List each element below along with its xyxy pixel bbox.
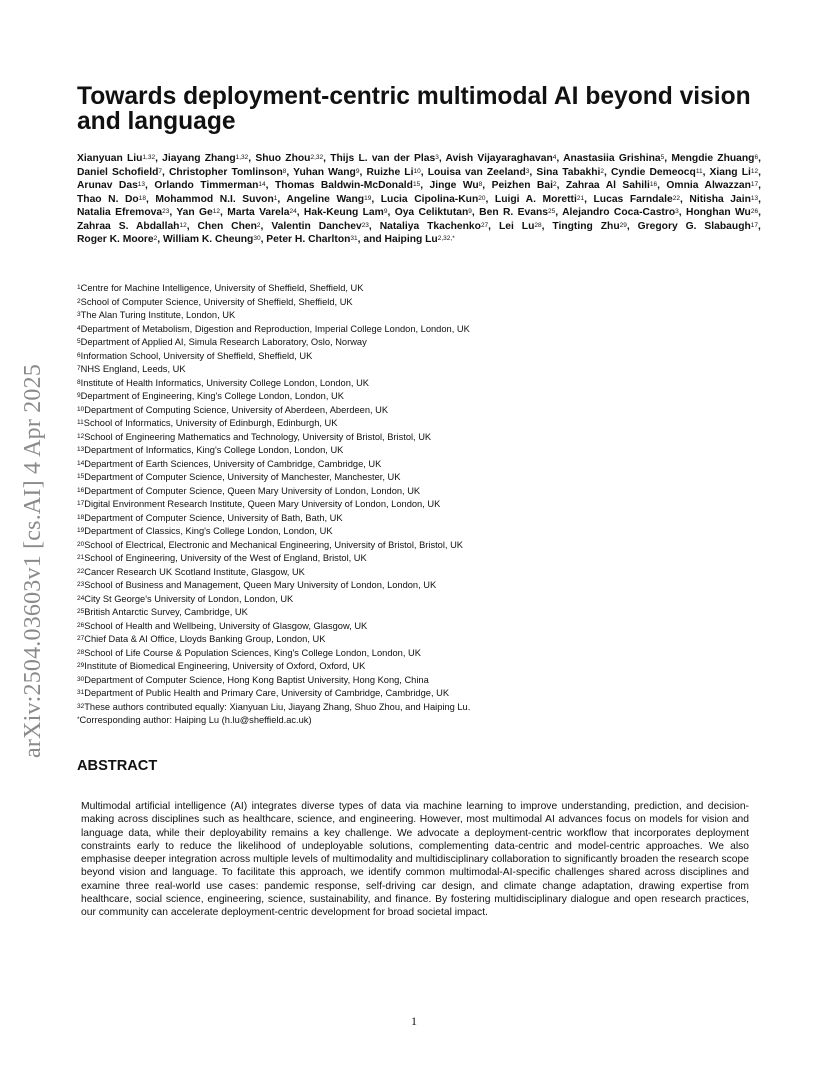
author-name — [163, 234, 261, 245]
author-name — [446, 153, 557, 164]
affiliation-item — [77, 674, 597, 688]
author-affiliation-marker: 1,32 — [142, 154, 156, 161]
author-affiliation-marker: 2 — [600, 167, 605, 175]
affiliation-text: Corresponding author: Haiping Lu (h.lu@sheffield.ac.uk) — [79, 715, 312, 725]
author-affiliation-marker: 1,32 — [235, 154, 249, 161]
author-affiliation-marker: 17 — [750, 181, 759, 188]
affiliation-text: Department of Earth Sciences, University of Cambridge, Cambridge, UK — [84, 458, 382, 469]
affiliation-text: Department of Computer Science, Queen Mary University of London, London, UK — [84, 485, 421, 496]
affiliation-marker: 29 — [77, 662, 85, 669]
author-affiliation-marker: 17 — [750, 221, 759, 229]
author-affiliation-marker: 28 — [534, 221, 542, 229]
author-name — [198, 221, 261, 232]
author-name — [499, 221, 542, 232]
abstract-body: Multimodal artificial intelligence (AI) integrates diverse types of data via machine learning to improve understanding, prediction, and decision-making across disciplines such as healthcare, science, and engineering. However, most multimodal AI advances focus on models for vision and language data, while their deployability remains a key challenge. We advocate a deployment-centric workflow that incorporates deployment constraints early to reduce the likelihood of undeployable solutions, complementing data-centric and model-centric approaches. We also emphasise deeper integration across multiple levels of multimodality and multidisciplinary collaboration to significantly broaden the research scope beyond vision and language. To facilitate this approach, we identify common multimodal-AI-specific challenges shared across disciplines and examine three real-world use cases: pandemic response, self-driving car design, and climate change adaptation, drawing expertise from healthcare, social science, engineering, science, sustainability, and finance. By fostering multidisciplinary dialogue and open research practices, our community can accelerate deployment-centric development for broad societal impact. — [81, 801, 749, 919]
affiliation-marker: 28 — [77, 648, 85, 656]
author-name-text: Louisa van Zeeland — [427, 166, 526, 178]
author-name-text: Ruizhe Li — [366, 166, 414, 178]
author-name-text: Jiayang Zhang — [162, 153, 236, 164]
author-affiliation-marker: 2,32 — [310, 154, 324, 161]
author-name-text: Angeline Wang — [286, 193, 365, 205]
affiliation-marker: 15 — [77, 473, 85, 480]
affiliation-item — [77, 539, 597, 553]
author-name-text: Yan Ge — [176, 207, 213, 218]
author-name-text: Cyndie Demeocq — [611, 166, 696, 178]
affiliation-item — [77, 633, 597, 647]
author-affiliation-marker: 3 — [675, 208, 679, 215]
author-name-text: Mengdie Zhuang — [671, 153, 755, 164]
author-affiliation-marker: 13 — [750, 194, 759, 202]
affiliation-item — [77, 363, 597, 377]
affiliation-text: School of Engineering Mathematics and Technology, University of Bristol, Bristol, UK — [84, 431, 432, 442]
author-name — [594, 194, 680, 205]
affiliation-item — [77, 417, 597, 431]
author-affiliation-marker: 2 — [552, 181, 557, 188]
author-name-text: Alejandro Coca-Castro — [562, 207, 676, 218]
affiliation-text: School of Engineering, University of the West of England, Bristol, UK — [84, 553, 367, 563]
author-name — [366, 167, 420, 178]
author-affiliation-marker: 2,32,* — [437, 235, 455, 242]
author-name — [293, 167, 359, 178]
author-name-text: Nitisha Jain — [689, 193, 751, 205]
author-affiliation-marker: 12 — [212, 208, 221, 215]
author-affiliation-marker: 15 — [412, 181, 421, 188]
author-name-text: Orlando Timmerman — [154, 180, 259, 191]
affiliation-marker: 23 — [77, 581, 85, 588]
author-name-text: Sina Tabakhi — [536, 166, 601, 178]
author-name — [286, 194, 371, 205]
author-affiliation-marker: 11 — [695, 167, 703, 175]
author-name — [428, 167, 530, 178]
affiliation-text: Department of Computer Science, University of Manchester, Manchester, UK — [84, 472, 401, 482]
author-affiliation-marker: 27 — [480, 221, 489, 229]
author-name — [77, 207, 169, 218]
author-affiliation-marker: 3 — [525, 167, 530, 175]
author-affiliation-marker: 31 — [350, 235, 358, 242]
affiliation-marker: * — [77, 716, 80, 723]
author-name — [227, 207, 296, 218]
author-name-text: Valentin Danchev — [271, 220, 362, 232]
author-affiliation-marker: 29 — [619, 221, 627, 229]
author-affiliation-marker: 21 — [576, 194, 585, 202]
author-name-text: Thomas Baldwin-McDonald — [274, 180, 413, 191]
affiliation-text: School of Electrical, Electronic and Mechanical Engineering, University of Bristol, Bristol, UK — [84, 539, 463, 550]
author-name-text: Luigi A. Moretti — [494, 193, 577, 205]
affiliation-item — [77, 377, 597, 391]
author-name-text: Lucia Cipolina-Kun — [380, 193, 479, 205]
affiliation-item — [77, 431, 597, 445]
author-name — [77, 153, 155, 164]
author-affiliation-marker: 24 — [289, 208, 297, 215]
author-affiliation-marker: 14 — [258, 181, 266, 188]
author-affiliation-marker: 23 — [361, 221, 369, 229]
author-name — [638, 221, 758, 232]
affiliation-marker: 31 — [77, 689, 85, 696]
affiliation-item — [77, 525, 597, 539]
author-name-text: Yuhan Wang — [293, 166, 356, 178]
affiliation-marker: 26 — [77, 621, 85, 629]
author-affiliation-marker: 10 — [413, 167, 421, 175]
author-name-text: Arunav Das — [77, 180, 138, 191]
affiliation-marker: 7 — [77, 365, 81, 372]
author-affiliation-marker: 7 — [158, 167, 162, 175]
affiliation-item — [77, 620, 597, 634]
author-name — [275, 180, 420, 191]
affiliation-item — [77, 593, 597, 607]
author-affiliation-marker: 8 — [478, 181, 483, 188]
affiliation-text: NHS England, Leeds, UK — [80, 364, 186, 374]
affiliation-text: Department of Informatics, King's College London, London, UK — [84, 445, 344, 455]
author-name-text: Christopher Tomlinson — [168, 166, 283, 178]
affiliation-marker: 24 — [77, 594, 85, 602]
affiliation-marker: 27 — [77, 635, 85, 642]
affiliation-text: School of Informatics, University of Edinburgh, Edinburgh, UK — [83, 418, 338, 428]
affiliation-item — [77, 566, 597, 580]
affiliation-marker: 30 — [77, 675, 85, 683]
arxiv-identifier[interactable]: arXiv:2504.03603v1 [cs.AI] 4 Apr 2025 — [20, 363, 46, 758]
author-name — [566, 180, 657, 191]
author-affiliation-marker: 4 — [552, 154, 557, 161]
author-name — [154, 180, 265, 191]
affiliation-marker: 2 — [77, 297, 81, 305]
author-name-text: Tingting Zhu — [552, 220, 620, 232]
affiliation-text: School of Computer Science, University of Sheffield, Sheffield, UK — [80, 296, 353, 307]
author-name-text: Zahraa Al Sahili — [565, 180, 650, 191]
author-affiliation-marker: 16 — [649, 181, 658, 188]
affiliation-item — [77, 701, 597, 715]
affiliation-item — [77, 390, 597, 404]
affiliation-text: School of Life Course & Population Sciences, King's College London, London, UK — [84, 647, 421, 658]
author-affiliation-marker: 8 — [282, 167, 287, 175]
author-name-text: Lucas Farndale — [593, 193, 673, 205]
author-name — [495, 194, 584, 205]
author-name — [385, 234, 455, 245]
author-name-text: Jinge Wu — [429, 180, 479, 191]
affiliation-item — [77, 471, 597, 485]
author-name — [492, 180, 557, 191]
author-affiliation-marker: 1 — [273, 194, 278, 202]
author-affiliation-marker: 23 — [162, 208, 170, 215]
affiliation-item — [77, 512, 597, 526]
affiliation-item — [77, 458, 597, 472]
affiliation-text: Department of Classics, King's College London, London, UK — [84, 526, 333, 536]
author-name-text: Avish Vijayaraghavan — [445, 153, 553, 164]
affiliation-marker: 12 — [77, 432, 85, 440]
affiliation-marker: 10 — [77, 405, 85, 413]
affiliation-item — [77, 647, 597, 661]
affiliation-marker: 17 — [77, 500, 85, 507]
author-name — [671, 153, 758, 164]
author-affiliation-marker: 12 — [750, 167, 759, 175]
page-number: 1 — [411, 1014, 417, 1028]
author-affiliation-marker: 2 — [153, 235, 158, 242]
author-name-text: Mohammod N.I. Suvon — [155, 193, 274, 205]
affiliation-item — [77, 606, 597, 620]
author-affiliation-marker: 12 — [179, 221, 187, 229]
affiliation-text: Department of Computer Science, Hong Kong Baptist University, Hong Kong, China — [84, 674, 429, 685]
affiliation-item — [77, 498, 597, 512]
affiliation-marker: 19 — [77, 527, 85, 534]
author-name — [77, 234, 157, 245]
affiliation-marker: 13 — [77, 446, 85, 453]
author-name-text: William K. Cheung — [163, 234, 254, 245]
author-name-text: Marta Varela — [227, 207, 290, 218]
author-name — [155, 194, 277, 205]
affiliation-text: Department of Metabolism, Digestion and Reproduction, Imperial College London, London, UK — [80, 323, 470, 334]
affiliation-marker: 18 — [77, 513, 85, 521]
affiliation-text: Information School, University of Sheffield, Sheffield, UK — [80, 350, 313, 361]
author-name — [266, 234, 357, 245]
affiliation-item — [77, 404, 597, 418]
affiliation-text: Institute of Health Informatics, University College London, London, UK — [80, 377, 369, 388]
affiliation-text: School of Business and Management, Queen Mary University of London, London, UK — [84, 580, 437, 590]
author-name — [536, 167, 604, 178]
author-name — [255, 153, 323, 164]
author-name — [552, 221, 626, 232]
author-name-text: Daniel Schofield — [77, 166, 159, 178]
author-name — [710, 167, 759, 178]
author-name-text: Nataliya Tkachenko — [379, 220, 481, 232]
author-name-text: Peizhen Bai — [491, 180, 553, 191]
affiliation-text: Department of Computer Science, University of Bath, Bath, UK — [84, 512, 343, 523]
author-name — [271, 221, 369, 232]
author-affiliation-marker: 9 — [468, 208, 472, 215]
author-affiliation-marker: 19 — [364, 194, 372, 202]
author-affiliation-marker: 3 — [435, 154, 439, 161]
affiliation-marker: 14 — [77, 459, 85, 467]
author-affiliation-marker: 30 — [253, 235, 261, 242]
affiliation-text: Digital Environment Research Institute, Queen Mary University of London, London, UK — [84, 499, 441, 509]
author-name — [77, 180, 145, 191]
paper-title: Towards deployment-centric multimodal AI beyond vision and language — [77, 83, 751, 135]
affiliation-item — [77, 714, 597, 728]
author-affiliation-marker: 25 — [547, 208, 556, 215]
affiliation-text: School of Health and Wellbeing, University of Glasgow, Glasgow, UK — [84, 620, 368, 631]
affiliation-item — [77, 296, 597, 310]
affiliation-text: City St George's University of London, London, UK — [84, 593, 294, 604]
affiliation-item — [77, 323, 597, 337]
affiliation-marker: 9 — [77, 392, 81, 399]
affiliation-text: Cancer Research UK Scotland Institute, Glasgow, UK — [84, 566, 305, 577]
author-name-text: Roger K. Moore — [77, 234, 154, 245]
affiliation-item — [77, 282, 597, 296]
author-affiliation-marker: 26 — [750, 208, 759, 215]
affiliation-text: Department of Applied AI, Simula Research Laboratory, Oslo, Norway — [80, 337, 367, 347]
affiliation-marker: 8 — [77, 378, 81, 386]
affiliation-marker: 1 — [77, 284, 81, 291]
author-affiliation-marker: 13 — [137, 181, 146, 188]
affiliation-marker: 22 — [77, 567, 85, 575]
author-affiliation-marker: 9 — [355, 167, 360, 175]
author-name-text: Xianyuan Liu — [77, 153, 143, 164]
affiliation-marker: 21 — [77, 554, 85, 561]
affiliation-text: The Alan Turing Institute, London, UK — [80, 310, 236, 320]
author-name — [77, 194, 146, 205]
author-name — [686, 207, 758, 218]
abstract-heading: ABSTRACT — [77, 758, 158, 774]
affiliation-item — [77, 309, 597, 323]
author-name — [479, 207, 555, 218]
author-name — [563, 153, 664, 164]
affiliation-marker: 5 — [77, 338, 81, 345]
affiliation-marker: 25 — [77, 608, 85, 615]
author-name — [666, 180, 758, 191]
author-name — [395, 207, 472, 218]
author-name-text: Ben R. Evans — [479, 207, 548, 218]
affiliation-item — [77, 485, 597, 499]
author-affiliation-marker: 22 — [672, 194, 680, 202]
author-name — [430, 180, 483, 191]
author-name — [77, 221, 187, 232]
author-affiliation-marker: 20 — [478, 194, 486, 202]
author-name — [330, 153, 439, 164]
author-name — [381, 194, 486, 205]
affiliation-item — [77, 552, 597, 566]
affiliation-marker: 20 — [77, 540, 85, 548]
author-affiliation-marker: 5 — [660, 154, 665, 161]
author-name — [611, 167, 703, 178]
affiliation-marker: 16 — [77, 486, 85, 494]
affiliation-marker: 11 — [77, 419, 84, 426]
author-name-text: Chen Chen — [197, 220, 257, 232]
affiliation-item — [77, 350, 597, 364]
affiliation-list — [77, 282, 597, 728]
author-name-text: Peter H. Charlton — [266, 234, 351, 245]
author-name-text: Xiang Li — [709, 166, 751, 178]
author-name-text: Anastasiia Grishina — [563, 153, 661, 164]
author-name — [689, 194, 758, 205]
author-name-text: Omnia Alwazzan — [666, 180, 751, 191]
affiliation-text: Department of Public Health and Primary Care, University of Cambridge, Cambridge, UK — [84, 688, 450, 698]
affiliation-text: Chief Data & AI Office, Lloyds Banking Group, London, UK — [84, 634, 326, 644]
author-name-text: Gregory G. Slabaugh — [637, 220, 751, 232]
affiliation-text: Institute of Biomedical Engineering, University of Oxford, Oxford, UK — [84, 661, 366, 671]
affiliation-item — [77, 687, 597, 701]
author-name-text: Hak-Keung Lam — [303, 207, 384, 218]
affiliation-text: British Antarctic Survey, Cambridge, UK — [84, 607, 248, 617]
affiliation-item — [77, 336, 597, 350]
affiliation-text: Department of Engineering, King's College London, London, UK — [80, 391, 344, 401]
author-name-text: Shuo Zhou — [255, 153, 311, 164]
affiliation-item — [77, 444, 597, 458]
author-name — [162, 153, 248, 164]
author-name-text: Haiping Lu — [384, 234, 438, 245]
author-affiliation-marker: 9 — [383, 208, 388, 215]
affiliation-marker: 4 — [77, 324, 81, 332]
affiliation-marker: 6 — [77, 351, 81, 359]
affiliation-text: Centre for Machine Intelligence, University of Sheffield, Sheffield, UK — [80, 283, 364, 293]
author-name — [562, 207, 679, 218]
affiliation-marker: 32 — [77, 702, 85, 710]
author-name-text: Oya Celiktutan — [394, 207, 469, 218]
author-name — [169, 167, 286, 178]
affiliation-item — [77, 579, 597, 593]
author-affiliation-marker: 18 — [138, 194, 146, 202]
author-name — [176, 207, 220, 218]
author-name-text: Thijs L. van der Plas — [330, 153, 436, 164]
author-name-text: Zahraa S. Abdallah — [77, 220, 180, 232]
author-name — [77, 167, 162, 178]
author-list: Xianyuan Liu$^{1,32}$, Jiayang Zhang$^{1,32}$, Shuo Zhou$^{2,32}$, Thijs L. van der Plas$^3$, Avish Vijayaraghavan$^4$, Anastasiia Grishina$^5$, Mengdie Zhuang$^6$, Daniel Schofield$^7$, Christopher Tomlinson$^8$, Yuhan Wang$^9$, Ruizhe Li$^{10}$, Louisa van Zeeland$^3$, Sina Tabakhi$^2$, Cyndie Demeocq$^{11}$, Xiang Li$^{12}$, Arunav Das$^{13}$, Orlando Timmerman$^{14}$, Thomas Baldwin-McDonald$^{15}$, Jinge Wu$^8$, Peizhen Bai$^2$, Zahraa Al Sahili$^{16}$, Omnia Alwazzan$^{17}$, Thao N. Do$^{18}$, Mohammod N.I. Suvon$^1$, Angeline Wang$^{19}$, Lucia Cipolina-Kun$^{20}$, Luigi A. Moretti$^{21}$, Lucas Farndale$^{22}$, Nitisha Jain$^{13}$, Natalia Efremova$^{23}$, Yan Ge$^{12}$, Marta Varela$^{24}$, Hak-Keung Lam$^9$, Oya Celiktutan$^9$, Ben R. Evans$^{25}$, Alejandro Coca-Castro$^3$, Honghan Wu$^{26}$, Zahraa S. Abdallah$^{12}$, Chen Chen$^2$, Valentin Danchev$^{23}$, Nataliya Tkachenko$^{27}$, Lei Lu$^{28}$, Tingting Zhu$^{29}$, Gregory G. Slabaugh$^{17}$, Roger K. Moore$^2$, William K. Cheung$^{30}$, Peter H. Charlton$^{31}$, and Haiping $Lu^{2,32,*}$ — [77, 153, 762, 245]
author-name-text: Honghan Wu — [686, 207, 751, 218]
affiliation-text: These authors contributed equally: Xianyuan Liu, Jiayang Zhang, Shuo Zhou, and Haiping Lu. — [84, 701, 471, 712]
author-name — [380, 221, 488, 232]
affiliation-text: Department of Computing Science, University of Aberdeen, Aberdeen, UK — [84, 404, 389, 415]
author-name-text: Thao N. Do — [77, 193, 139, 205]
affiliation-marker: 3 — [77, 311, 81, 318]
affiliation-item — [77, 660, 597, 674]
author-name-text: Lei Lu — [498, 220, 535, 232]
author-name — [304, 207, 388, 218]
author-affiliation-marker: 6 — [754, 154, 759, 161]
author-affiliation-marker: 2 — [256, 221, 261, 229]
author-name-text: Natalia Efremova — [77, 207, 163, 218]
